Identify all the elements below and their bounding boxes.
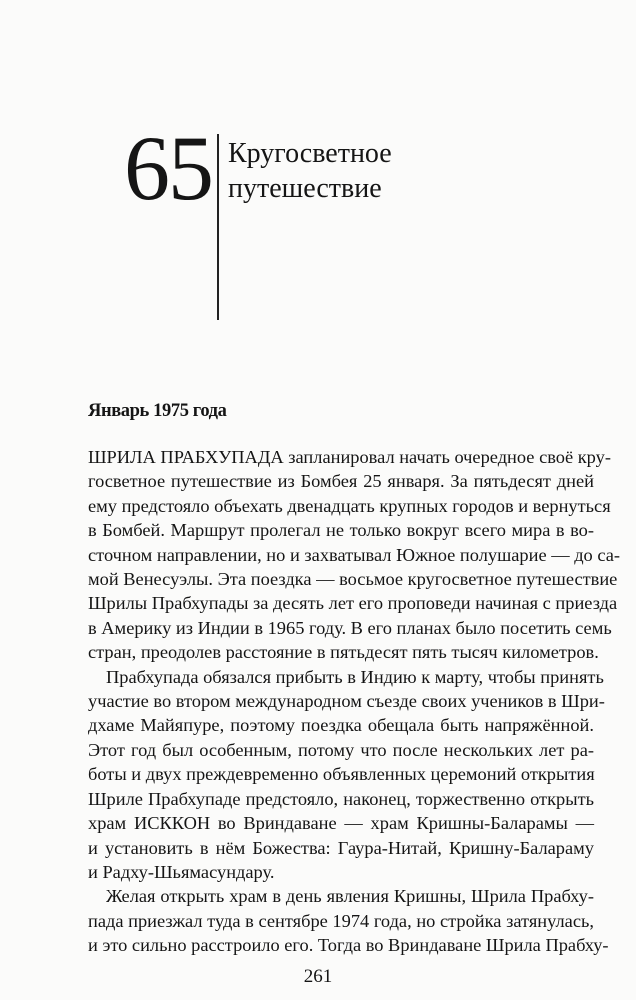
text-line: дхаме Майяпуре, поэтому поездка обещала быть напряжённой. — [88, 715, 594, 736]
chapter-title-line: Кругосветное — [228, 138, 392, 169]
chapter-title — [228, 136, 392, 206]
text-line: стран, преодолев расстояние в пятьдесят пять тысяч километров. — [88, 642, 599, 663]
text-line: храм ИСККОН во Вриндаване — храм Кришны-Баларамы — — [88, 813, 594, 834]
text-line: пада приезжал туда в сентябре 1974 года, но стройка затянулась, — [88, 910, 594, 931]
text-line: и Радху-Шьямасундару. — [88, 861, 275, 882]
text-line: Желая открыть храм в день явления Кришны, Шрила Прабху- — [106, 886, 594, 907]
text-line: Прабхупада обязался прибыть в Индию к марту, чтобы принять — [106, 666, 604, 687]
text-line: ему предстояло объехать двенадцать крупных городов и вернуться — [88, 495, 611, 516]
text-line: и установить в нём Божества: Гаура-Нитай, Кришну-Балараму — [88, 837, 594, 858]
text-line: госветное путешествие из Бомбея 25 января. За пятьдесят дней — [88, 471, 594, 492]
date-heading: Январь 1975 года — [88, 401, 227, 421]
text-line: Этот год был особенным, потому что после нескольких лет ра- — [88, 739, 594, 760]
text-line: Шрилы Прабхупады за десять лет его проповеди начиная с приезда — [88, 593, 618, 614]
chapter-number: 65 — [124, 117, 212, 219]
paragraph — [88, 884, 609, 957]
paragraph — [88, 445, 621, 665]
text-line: в Америку из Индии в 1965 году. В его планах было посетить семь — [88, 617, 612, 638]
text-line: в Бомбей. Маршрут пролегал не только вокруг всего мира в во- — [88, 520, 594, 541]
text-line: Шриле Прабхупаде предстояло, наконец, торжественно открыть — [88, 788, 594, 809]
text-line: участие во втором международном съезде своих учеников в Шри- — [88, 691, 605, 712]
text-line: мой Венесуэлы. Эта поездка — восьмое кругосветное путешествие — [88, 569, 618, 590]
paragraph — [88, 665, 605, 885]
chapter-title-line: путешествие — [228, 173, 382, 204]
text-line: боты и двух преждевременно объявленных церемоний открытия — [88, 764, 595, 785]
body-text — [88, 445, 621, 958]
page-number: 261 — [303, 966, 333, 987]
text-line: и это сильно расстроило его. Тогда во Вриндаване Шрила Прабху- — [88, 935, 609, 956]
chapter-divider — [217, 134, 219, 320]
text-line: сточном направлении, но и захватывал Южное полушарие — до са- — [88, 544, 621, 565]
text-line: ШРИЛА ПРАБХУПАДА запланировал начать очередное своё кру- — [88, 447, 611, 467]
